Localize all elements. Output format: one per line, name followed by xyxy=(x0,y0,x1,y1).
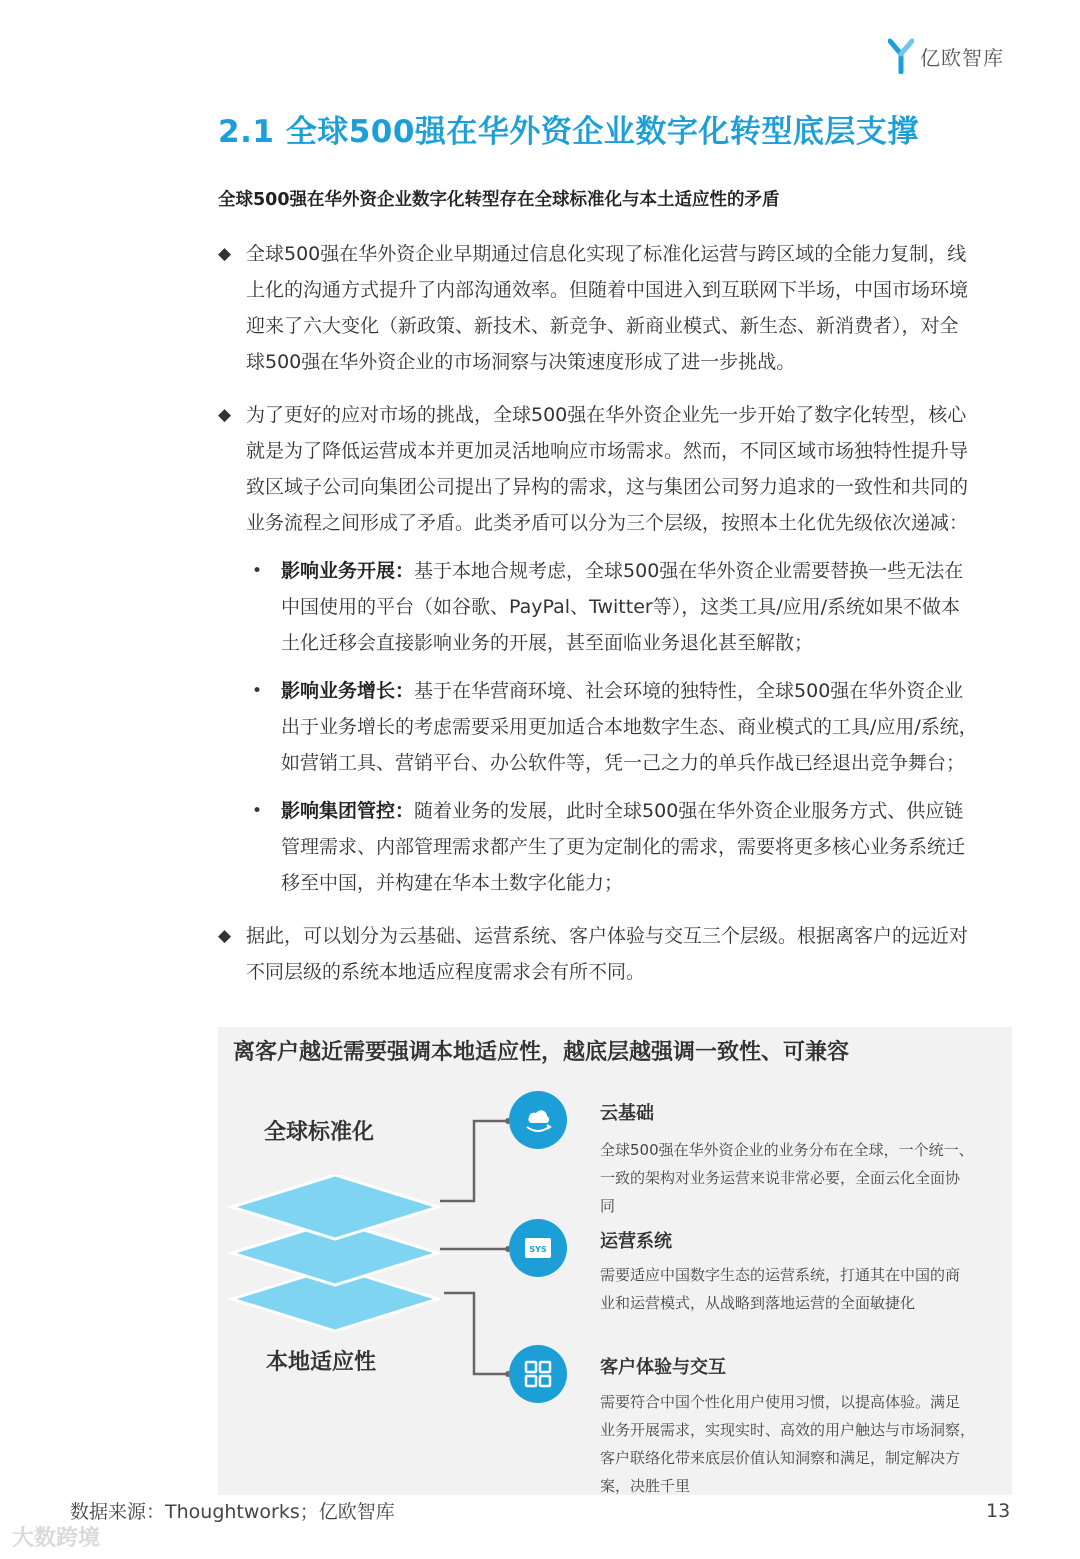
text-line: 基于本地合规考虑，全球500强在华外资企业需要替换一些无法在 xyxy=(414,560,964,582)
text-line: 中国使用的平台（如谷歌、PayPal、Twitter等），这类工具/应用/系统如果不做本 xyxy=(281,596,961,618)
layer-title-cloud: 云基础 xyxy=(600,1103,654,1124)
layer-desc-operations xyxy=(600,1261,995,1317)
local-adaptability-label: 本地适应性 xyxy=(266,1350,377,1375)
text-line: 致区域子公司向集团公司提出了异构的需求，这与集团公司努力追求的一致性和共同的 xyxy=(246,476,969,498)
layer-title-operations: 运营系统 xyxy=(600,1231,672,1252)
bullet-paragraph xyxy=(246,918,1014,990)
text-line: 业务流程之间形成了矛盾。此类矛盾可以分为三个层级，按照本土化优先级依次递减： xyxy=(246,512,969,534)
section-subtitle: 全球500强在华外资企业数字化转型存在全球标准化与本土适应性的矛盾 xyxy=(218,190,780,210)
desc-line: 客户联络化带来底层价值认知洞察和满足，制定解决方 xyxy=(600,1449,961,1467)
brand-logo xyxy=(888,34,1014,78)
sub-bullet-label: 影响业务增长： xyxy=(281,680,415,702)
layer-desc-cloud xyxy=(600,1136,995,1220)
system-icon-text: SYS xyxy=(529,1245,547,1254)
text-line: 全球500强在华外资企业早期通过信息化实现了标准化运营与跨区域的全能力复制，线 xyxy=(246,243,967,265)
text-line: 随着业务的发展，此时全球500强在华外资企业服务方式、供应链 xyxy=(414,800,964,822)
dot-bullet-icon: • xyxy=(252,801,263,821)
text-line: 出于业务增长的考虑需要采用更加适合本地数字生态、商业模式的工具/应用/系统， xyxy=(281,716,978,738)
page-title: 2.1 全球500强在华外资企业数字化转型底层支撑 xyxy=(218,114,919,150)
text-line: 土化迁移会直接影响业务的开展，甚至面临业务退化甚至解散； xyxy=(281,632,814,654)
layer-title-customer: 客户体验与交互 xyxy=(600,1357,726,1378)
diagram-title: 离客户越近需要强调本地适应性，越底层越强调一致性、可兼容 xyxy=(233,1040,850,1065)
app-grid-icon xyxy=(509,1345,567,1403)
desc-line: 业和运营模式，从战略到落地运营的全面敏捷化 xyxy=(600,1294,916,1312)
diamond-bullet-icon: ◆ xyxy=(218,405,232,425)
data-source-note: 数据来源：Thoughtworks；亿欧智库 xyxy=(70,1501,395,1523)
system-icon xyxy=(509,1219,567,1277)
dot-bullet-icon: • xyxy=(252,681,263,701)
desc-line: 全球500强在华外资企业的业务分布在全球，一个统一、 xyxy=(600,1141,974,1159)
sub-bullet-paragraph xyxy=(281,553,1011,661)
text-line: 不同层级的系统本地适应程度需求会有所不同。 xyxy=(246,961,646,983)
text-line: 上化的沟通方式提升了内部沟通效率。但随着中国进入到互联网下半场，中国市场环境 xyxy=(246,279,969,301)
dot-bullet-icon: • xyxy=(252,561,263,581)
text-line: 移至中国，并构建在华本土数字化能力； xyxy=(281,872,624,894)
text-line: 基于在华营商环境、社会环境的独特性，全球500强在华外资企业 xyxy=(414,680,964,702)
global-standardization-label: 全球标准化 xyxy=(264,1120,375,1145)
text-line: 管理需求、内部管理需求都产生了更为定制化的需求，需要将更多核心业务系统迁 xyxy=(281,836,966,858)
logo-mark-icon xyxy=(888,38,914,74)
stack-layer-top xyxy=(232,1175,438,1239)
text-line: 为了更好的应对市场的挑战，全球500强在华外资企业先一步开始了数字化转型，核心 xyxy=(246,404,967,426)
text-line: 迎来了六大变化（新政策、新技术、新竞争、新商业模式、新生态、新消费者），对全 xyxy=(246,315,959,337)
desc-line: 业务开展需求，实现实时、高效的用户触达与市场洞察， xyxy=(600,1421,976,1439)
text-line: 球500强在华外资企业的市场洞察与决策速度形成了进一步挑战。 xyxy=(246,351,796,373)
desc-line: 同 xyxy=(600,1197,616,1215)
text-line: 如营销工具、营销平台、办公软件等，凭一己之力的单兵作战已经退出竞争舞台； xyxy=(281,752,966,774)
layer-desc-customer xyxy=(600,1388,995,1495)
logo-text: 亿欧智库 xyxy=(920,45,1004,70)
desc-line: 需要符合中国个性化用户使用习惯，以提高体验。满足 xyxy=(600,1393,961,1411)
page-number: 13 xyxy=(986,1500,1011,1522)
sub-bullet-label: 影响集团管控： xyxy=(281,800,415,822)
diamond-bullet-icon: ◆ xyxy=(218,926,232,946)
text-line: 就是为了降低运营成本并更加灵活地响应市场需求。然而，不同区域市场独特性提升导 xyxy=(246,440,969,462)
bullet-paragraph xyxy=(246,236,1014,380)
cloud-sync-icon xyxy=(509,1091,567,1149)
diamond-bullet-icon: ◆ xyxy=(218,244,232,264)
desc-line: 案，决胜千里 xyxy=(600,1477,691,1495)
bullet-paragraph xyxy=(246,397,1014,541)
sub-bullet-paragraph xyxy=(281,673,1011,781)
layer-stack-graphic xyxy=(226,1175,444,1335)
sub-bullet-label: 影响业务开展： xyxy=(281,560,415,582)
watermark: 大数跨境 xyxy=(12,1526,101,1551)
desc-line: 一致的架构对业务运营来说非常必要，全面云化全面协 xyxy=(600,1169,961,1187)
layer-diagram-panel xyxy=(218,1027,1012,1495)
text-line: 据此，可以划分为云基础、运营系统、客户体验与交互三个层级。根据离客户的远近对 xyxy=(246,925,969,947)
sub-bullet-paragraph xyxy=(281,793,1011,901)
desc-line: 需要适应中国数字生态的运营系统，打通其在中国的商 xyxy=(600,1266,961,1284)
